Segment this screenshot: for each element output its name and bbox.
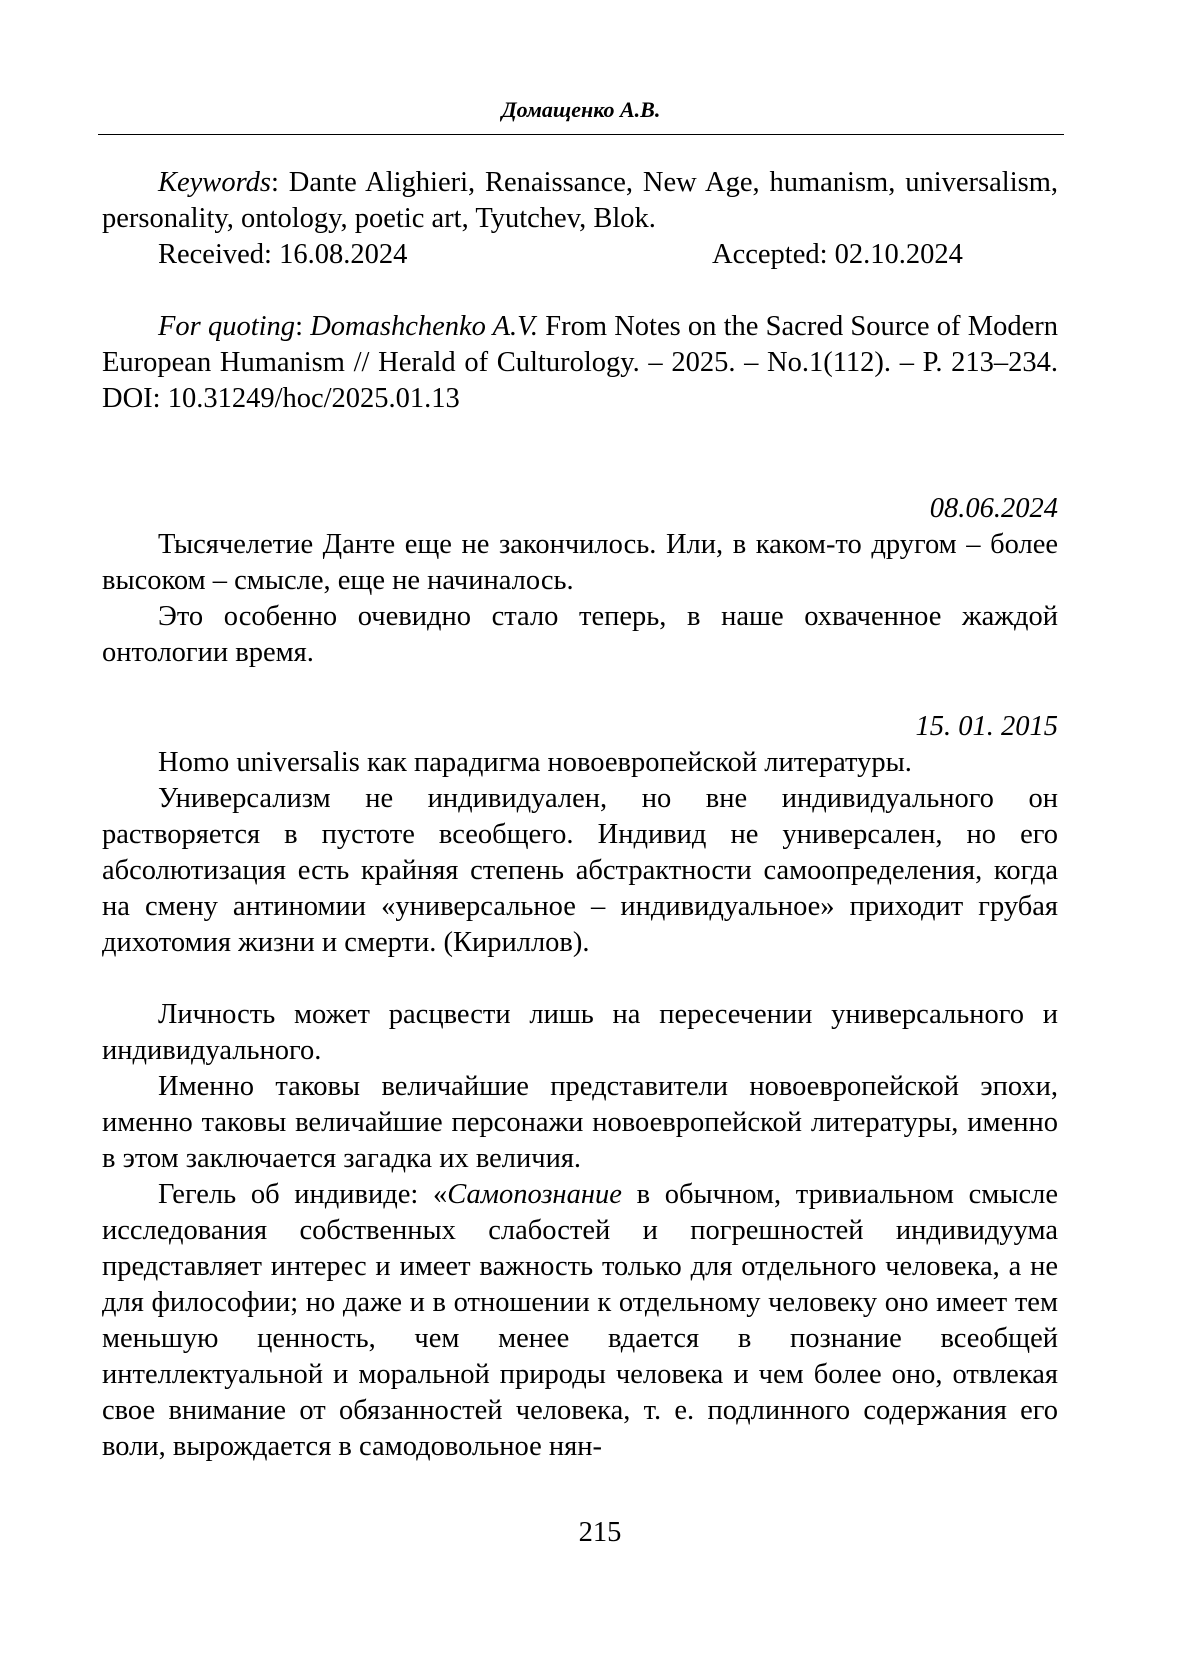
entry-date: 08.06.2024 xyxy=(929,493,1058,524)
entry-paragraph: Это особенно очевидно стало теперь, в наше охваченное жаждой онтологии время. xyxy=(102,601,1058,668)
entry-paragraph: Универсализм не индивидуален, но вне индивидуального он растворяется в пустоте всеобщего. Индивид не универсален, но его абсолютизация есть крайняя степень абстрактности самоопределения, когда на смену антиномии «универсальное – индивидуальное» приходит грубая дихотомия жизни и смерти. (Кириллов). xyxy=(102,783,1058,958)
citation-separator: : xyxy=(295,311,311,342)
spacer xyxy=(102,961,1058,997)
body-paragraph xyxy=(102,1177,1058,1465)
dates-row xyxy=(102,237,1058,273)
keywords-paragraph xyxy=(102,165,1058,237)
keywords-label: Keywords xyxy=(158,167,271,198)
keywords-text: : Dante Alighieri, Renaissance, New Age, humanism, universalism, personality, ontology, poetic art, Tyutchev, Blok. xyxy=(102,167,1058,234)
running-header-author: Домащенко А.В. xyxy=(501,97,661,122)
header-rule xyxy=(98,134,1064,135)
page-content xyxy=(102,165,1058,1465)
citation-text: From Notes on the Sacred Source of Modern European Humanism // Herald of Culturology. – 2025. – No.1(112). – P. 213–234. DOI: 10.31249/hoc/2025.01.13 xyxy=(102,311,1058,414)
body-paragraph: Именно таковы величайшие представители новоевропейской эпохи, именно таковы величайшие персонажи новоевропейской литературы, именно в этом заключается загадка их величия. xyxy=(102,1071,1058,1174)
hegel-intro: Гегель об индивиде: « xyxy=(158,1179,448,1210)
spacer xyxy=(102,671,1058,709)
spacer xyxy=(102,273,1058,309)
hegel-quote: в обычном, тривиальном смысле исследования собственных слабостей и погрешностей индивидуума представляет интерес и имеет важность только для отдельного человека, а не для философии; но даже и в отношении к отдельному человеку оно имеет тем меньшую ценность, чем менее вдается в познание всеобщей интеллектуальной и моральной природы человека и чем более оно, отвлекая свое внимание от обязанностей человека, т. е. подлинного содержания его воли, вырождается в самодовольное нян- xyxy=(102,1179,1058,1462)
entry-paragraph: Тысячелетие Данте еще не закончилось. Или, в каком-то другом – более высоком – смысле, еще не начиналось. xyxy=(102,529,1058,596)
citation-author: Domashchenko A.V. xyxy=(310,311,539,342)
page-number: 215 xyxy=(578,1517,622,1548)
entry-date: 15. 01. 2015 xyxy=(915,711,1058,742)
citation-paragraph xyxy=(102,309,1058,417)
citation-label: For quoting xyxy=(158,311,296,342)
body-paragraph: Личность может расцвести лишь на пересечении универсального и индивидуального. xyxy=(102,999,1058,1066)
received-date: Received: 16.08.2024 xyxy=(158,239,408,270)
entry-paragraph: Homo universalis как парадигма новоевропейской литературы. xyxy=(158,747,912,778)
spacer xyxy=(102,417,1058,491)
accepted-date: Accepted: 02.10.2024 xyxy=(712,239,963,270)
hegel-term: Самопознание xyxy=(447,1179,622,1210)
